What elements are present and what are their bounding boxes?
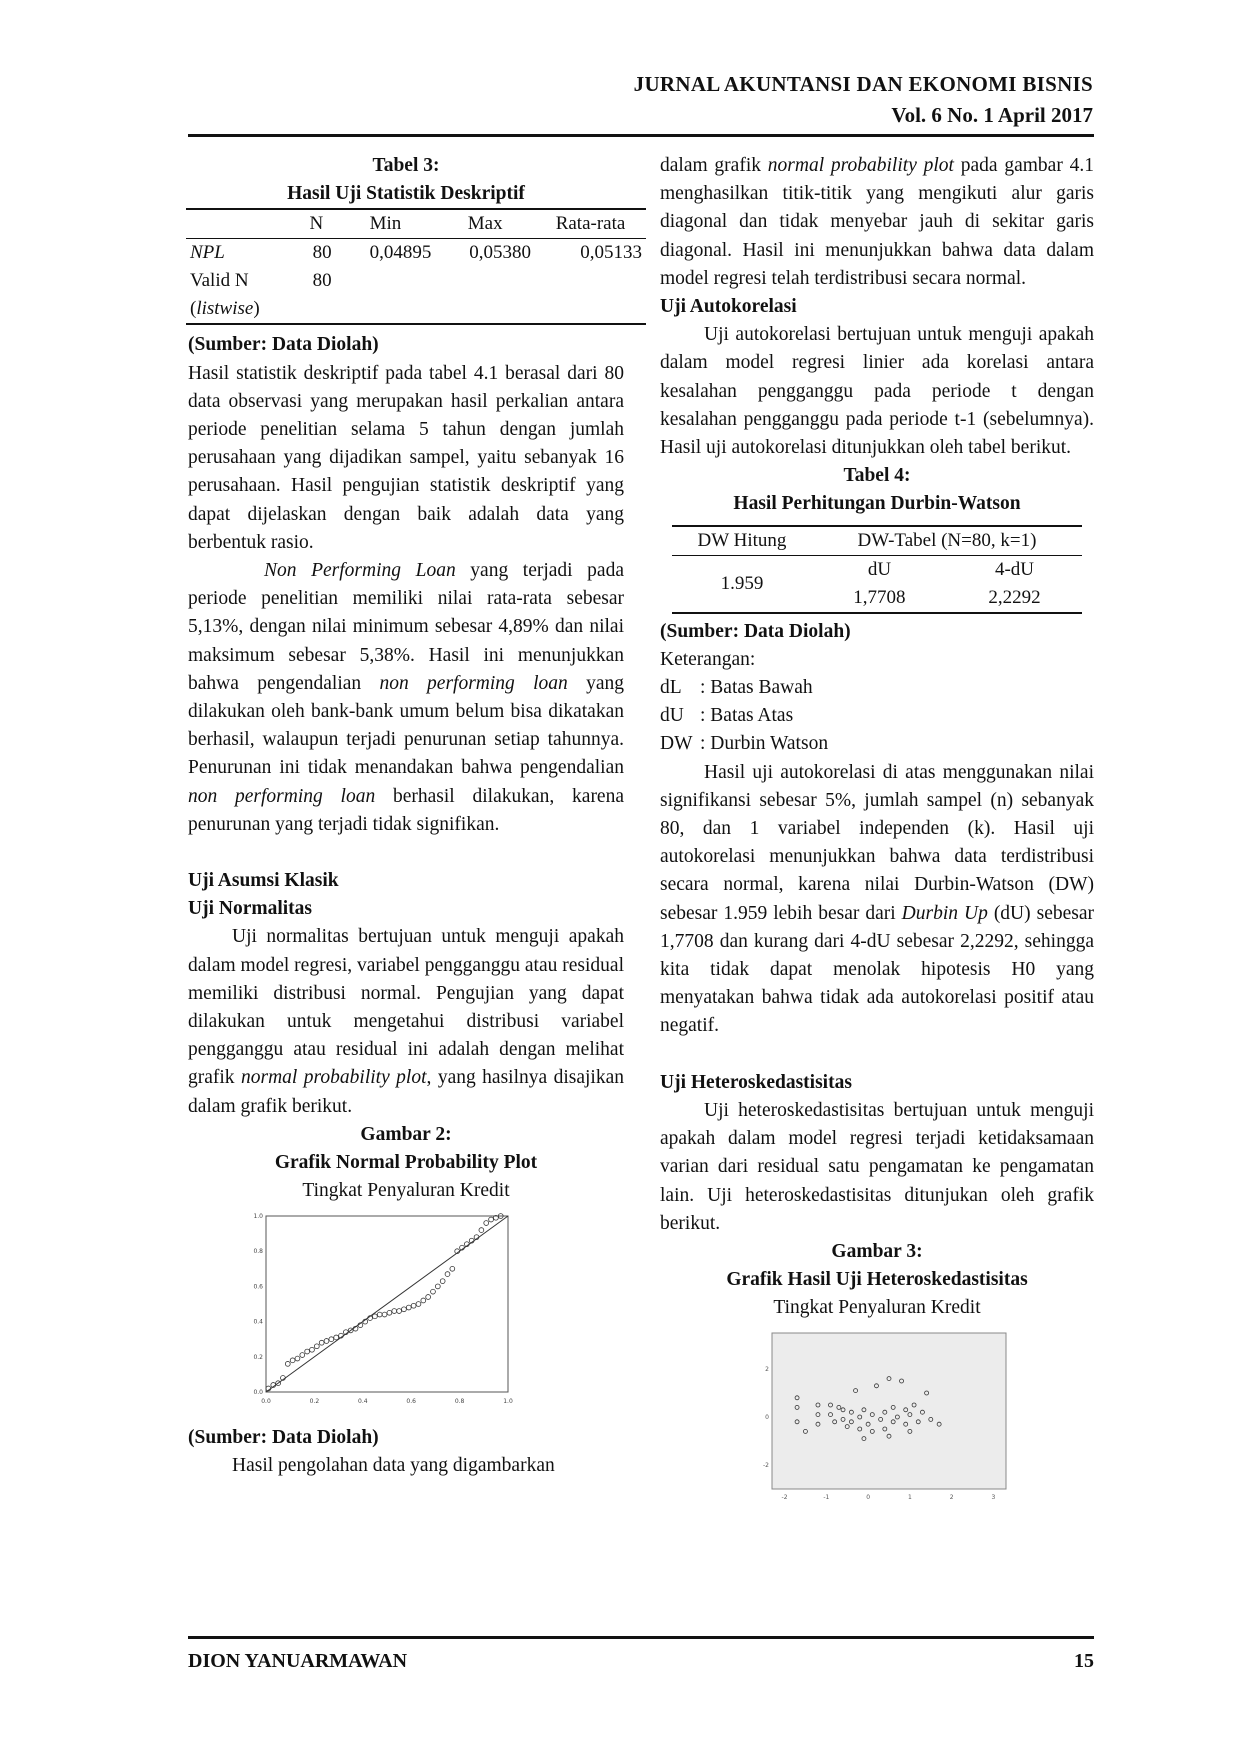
table3-header-n: N [297, 209, 336, 239]
pp-y-tick-label: 0.2 [253, 1353, 263, 1361]
table-row [186, 267, 646, 324]
table3-cell: 0,05133 [580, 242, 642, 264]
keterangan-label: Keterangan: [660, 648, 756, 670]
italic-term: non performing loan [188, 785, 376, 807]
pp-x-tick-label: 0.8 [454, 1397, 465, 1405]
text-run: berhasil dilakukan, karena penurunan yang terjadi tidak signifikan. [188, 785, 624, 835]
table3-cell: NPL [190, 242, 225, 264]
scatter-y-tick-label: -2 [763, 1461, 769, 1469]
scatter-plot-svg [752, 1329, 1012, 1505]
table3-source: (Sumber: Data Diolah) [188, 334, 379, 356]
figure2-source: (Sumber: Data Diolah) [188, 1426, 379, 1448]
paragraph: Hasil pengolahan data yang digambarkan [232, 1454, 555, 1476]
paragraph [660, 759, 1094, 1041]
scatter-y-tick-label: 2 [765, 1365, 769, 1373]
paragraph: Uji autokorelasi bertujuan untuk menguji apakah dalam model regresi linier ada korelasi antara kesalahan pengganggu pada periode t dengan kesalahan pengganggu pada periode t-1 (sebelumnya). Hasil uji autokorelasi ditunjukkan oleh tabel berikut. [660, 324, 1094, 459]
italic-term: non performing loan [379, 672, 568, 694]
table3-cell: Valid N (listwise) [186, 267, 297, 324]
ket-value: : Batas Bawah [700, 677, 813, 699]
heading-heteroskedastisitas: Uji Heteroskedastisitas [660, 1071, 852, 1093]
pp-y-tick-label: 1.0 [253, 1212, 263, 1220]
table3-cell: 0,05380 [469, 242, 532, 264]
text-run: dalam grafik [660, 155, 768, 176]
table3-cell: 0,04895 [369, 242, 432, 264]
paragraph [660, 152, 1094, 293]
italic-term: normal probability plot [241, 1067, 427, 1089]
pp-x-tick-label: 1.0 [503, 1397, 513, 1405]
paragraph [188, 923, 624, 1120]
table-row [186, 239, 646, 268]
pp-x-tick-label: 0.2 [309, 1397, 320, 1405]
table3 [186, 208, 646, 325]
pp-y-tick-label: 0.4 [253, 1318, 263, 1326]
table3-cell: 80 [312, 242, 332, 264]
paragraph: Uji heteroskedastisitas bertujuan untuk menguji apakah dalam model regresi terjadi ketidaksamaan varian dari residual satu pengamatan ke pengamatan lain. Uji heteroskedastisitas ditunjukan oleh grafik berikut. [660, 1099, 1094, 1234]
figure3-subtitle: Tingkat Penyaluran Kredit [773, 1297, 981, 1319]
footer-author: DION YANUARMAWAN [188, 1650, 408, 1672]
figure2-subtitle: Tingkat Penyaluran Kredit [302, 1180, 510, 1202]
figure3-label: Gambar 3: [831, 1240, 923, 1262]
text-run: Uji normalitas bertujuan untuk menguji apakah dalam model regresi, variabel pengganggu atau residual memiliki distribusi normal. Pengujian yang dapat dilakukan untuk mengetahui distribusi variabel pengganggu atau residual ini adalah dengan melihat grafik [188, 926, 624, 1089]
scatter-x-tick-label: 2 [949, 1493, 954, 1501]
table4-du-label: dU [867, 558, 892, 580]
table3-listwise: listwise [196, 298, 254, 320]
scatter-x-tick-label: 3 [991, 1493, 996, 1501]
ket-value: : Batas Atas [700, 705, 794, 727]
heading-asumsi-klasik: Uji Asumsi Klasik [188, 870, 339, 892]
table4 [672, 525, 1082, 614]
italic-term: Non Performing Loan [264, 560, 456, 582]
table3-header-mean: Rata-rata [535, 209, 646, 239]
table4-label: Tabel 4: [843, 465, 911, 487]
table3-cell [435, 267, 535, 324]
ket-key: dU [660, 705, 684, 727]
text-run: Hasil uji autokorelasi di atas menggunakan nilai signifikansi sebesar 5%, jumlah sampel (n) sebanyak 80, dan 1 variabel independen (k). Hasil uji autokorelasi menunjukkan bahwa data terdistribusi secara normal, karena nilai Durbin-Watson (DW) sebesar 1.959 lebih besar dari [660, 761, 1094, 924]
normal-probability-plot [244, 1210, 514, 1410]
paragraph: Hasil statistik deskriptif pada tabel 4.1 berasal dari 80 data observasi yang merupakan hasil perkalian antara periode penelitian selama 5 tahun dengan jumlah perusahaan yang dijadikan sampel, yaitu sebanyak 16 perusahaan. Hasil pengujian statistik deskriptif yang dapat dijelaskan dengan baik adalah data yang berbentuk rasio. [188, 362, 624, 553]
text-run: , yang hasilnya disajikan dalam grafik berikut. [188, 1067, 625, 1117]
pp-x-tick-label: 0.6 [406, 1397, 416, 1405]
scatter-x-tick-label: 1 [907, 1493, 912, 1501]
ket-key: DW [660, 733, 693, 755]
table3-valid-n: Valid N [190, 270, 249, 292]
text-run: pada gambar 4.1 menghasilkan titik-titik yang mengikuti alur garis diagonal dan tidak menyebar jauh di sekitar garis diagonal. Hasil ini menunjukkan bahwa data dalam model regresi telah terdistribusi secara normal. [660, 155, 1094, 289]
text-run: yang terjadi pada periode penelitian memiliki nilai rata-rata sebesar 5,13%, dengan nilai minimum sebesar 4,89% dan nilai maksimum sebesar 5,38%. Hasil ini menunjukkan bahwa pengendalian [188, 560, 624, 694]
table4-4du-value: 2,2292 [947, 584, 1082, 613]
left-column [188, 152, 642, 1480]
table3-title: Hasil Uji Statistik Deskriptif [287, 183, 525, 205]
table4-du-value: 1,7708 [812, 584, 947, 613]
table3-cell [336, 267, 436, 324]
pp-y-tick-label: 0.0 [253, 1388, 263, 1396]
scatter-x-tick-label: -1 [823, 1493, 830, 1501]
heteroskedasticity-scatterplot [752, 1329, 1012, 1505]
table3-header-min: Min [336, 209, 436, 239]
pp-y-tick-label: 0.6 [253, 1282, 263, 1290]
table3-header-max: Max [435, 209, 535, 239]
italic-term: normal probability plot [767, 155, 954, 176]
table4-source: (Sumber: Data Diolah) [660, 620, 851, 642]
pp-plot-svg [244, 1210, 514, 1410]
table4-header-dw: DW Hitung [672, 526, 812, 556]
italic-term: Durbin Up [901, 902, 988, 924]
page-number: 15 [1074, 1650, 1094, 1672]
header-rule [188, 134, 1094, 137]
scatter-x-tick-label: -2 [781, 1493, 788, 1501]
journal-title: JURNAL AKUNTANSI DAN EKONOMI BISNIS [633, 72, 1093, 96]
table4-header-dwtabel: DW-Tabel (N=80, k=1) [812, 526, 1082, 556]
ket-key: dL [660, 677, 682, 699]
heading-normalitas: Uji Normalitas [188, 898, 313, 920]
figure2-title: Grafik Normal Probability Plot [274, 1152, 538, 1174]
scatter-y-tick-label: 0 [765, 1413, 769, 1421]
scatter-plot-frame [772, 1333, 1006, 1489]
table-row [672, 555, 1082, 584]
pp-y-tick-label: 0.8 [253, 1247, 263, 1255]
keterangan-list [660, 674, 1094, 759]
ket-value: : Durbin Watson [700, 733, 829, 755]
scatter-x-tick-label: 0 [866, 1493, 871, 1501]
table3-header-empty [186, 209, 297, 239]
table4-dw-value: 1.959 [672, 555, 812, 613]
table4-title: Hasil Perhitungan Durbin-Watson [733, 493, 1021, 515]
pp-x-tick-label: 0.0 [261, 1397, 271, 1405]
text-run: yang dilakukan oleh bank-bank umum belum bisa dikatakan berhasil, walaupun terjadi penurunan setiap tahunnya. Penurunan ini tidak menandakan bahwa pengendalian [188, 672, 624, 779]
journal-volume: Vol. 6 No. 1 April 2017 [891, 103, 1093, 127]
pp-x-tick-label: 0.4 [358, 1397, 368, 1405]
table3-cell [535, 267, 646, 324]
figure2-label: Gambar 2: [360, 1123, 452, 1145]
paragraph [188, 557, 624, 839]
right-column [660, 152, 1094, 1505]
text-run: (dU) sebesar 1,7708 dan kurang dari 4-dU sebesar 2,2292, sehingga kita tidak dapat menolak hipotesis H0 yang menyatakan bahwa tidak ada autokorelasi positif atau negatif. [660, 902, 1095, 1037]
table4-4du-label: 4-dU [994, 558, 1034, 580]
table3-label: Tabel 3: [372, 155, 440, 176]
table3-cell: 80 [297, 267, 336, 324]
heading-autokorelasi: Uji Autokorelasi [660, 296, 797, 318]
figure3-title: Grafik Hasil Uji Heteroskedastisitas [726, 1269, 1028, 1291]
footer-rule [188, 1636, 1094, 1639]
